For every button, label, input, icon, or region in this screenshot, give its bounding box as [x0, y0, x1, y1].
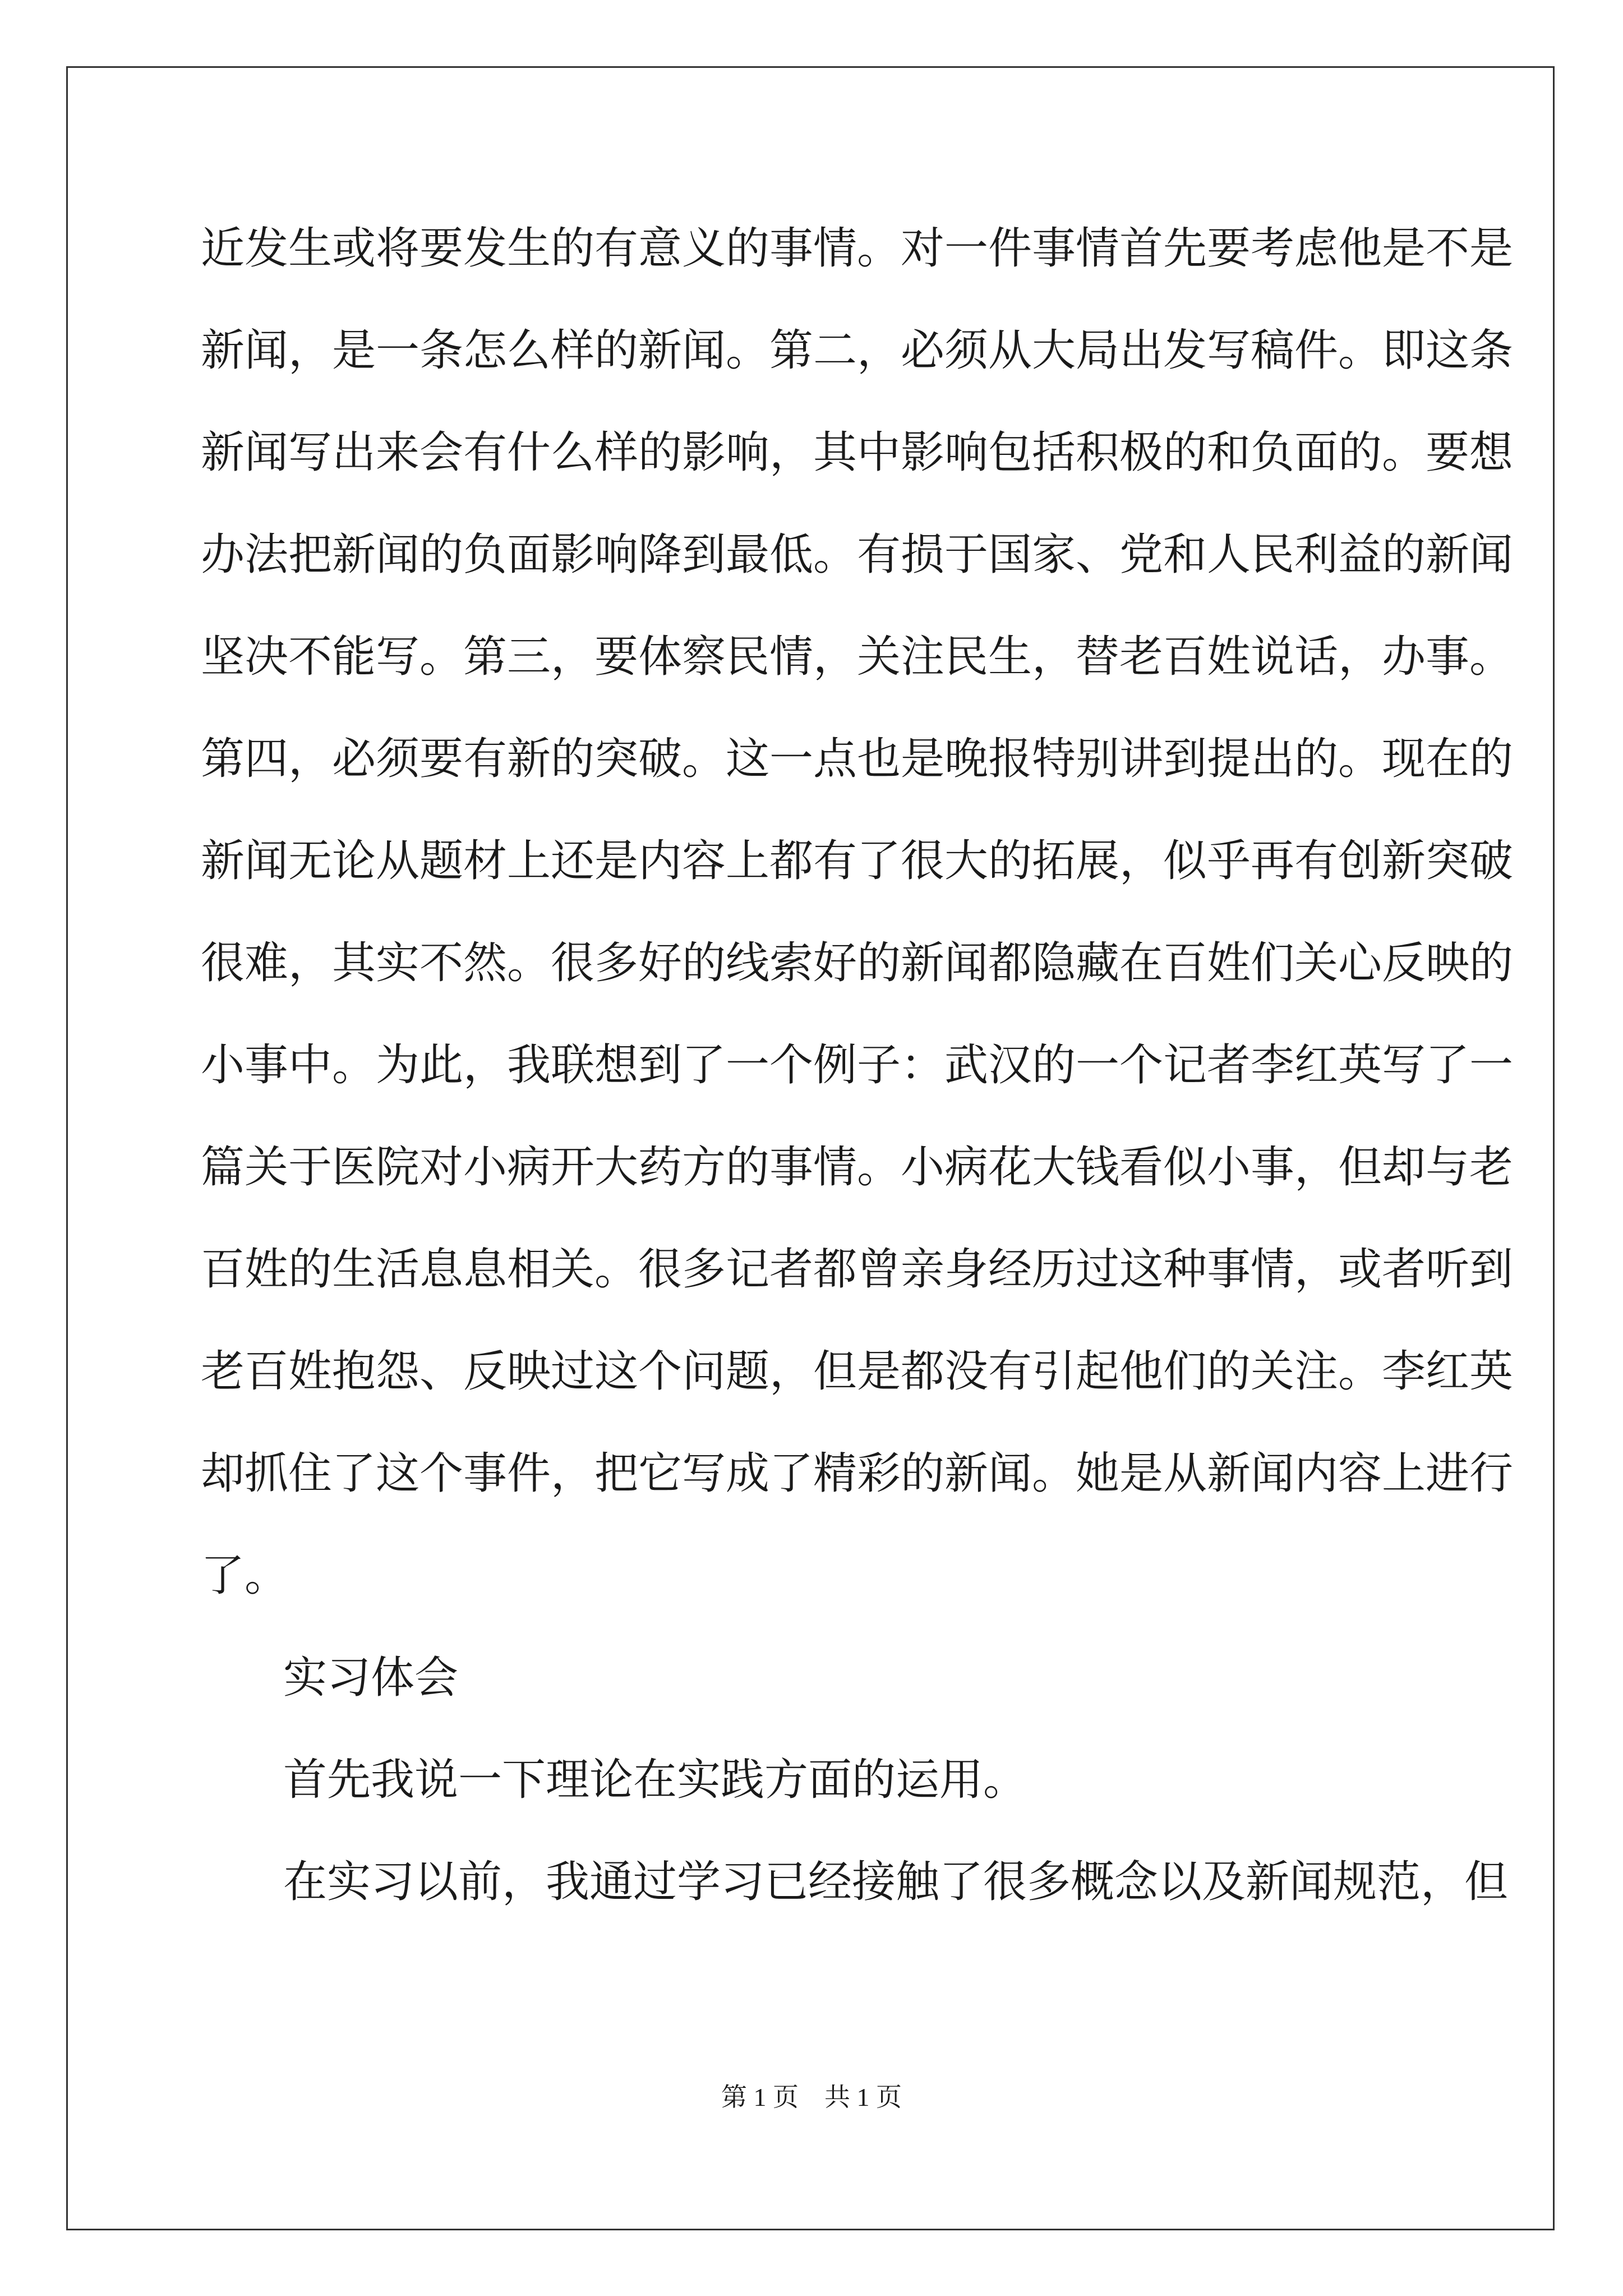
section-heading: 实习体会	[283, 1653, 459, 1703]
body-line-11: 百姓的生活息息相关。很多记者都曾亲身经历过这种事情，或者听到	[201, 1244, 1514, 1295]
body-line-5: 坚决不能写。第三，要体察民情，关注民生，替老百姓说话，办事。	[201, 632, 1514, 682]
body-line-14: 了。	[201, 1550, 289, 1601]
paragraph-before-internship: 在实习以前，我通过学习已经接触了很多概念以及新闻规范，但	[283, 1857, 1509, 1907]
body-line-10: 篇关于医院对小病开大药方的事情。小病花大钱看似小事，但却与老	[201, 1142, 1514, 1193]
body-line-4: 办法把新闻的负面影响降到最低。有损于国家、党和人民利益的新闻	[201, 530, 1514, 580]
body-line-3: 新闻写出来会有什么样的影响，其中影响包括积极的和负面的。要想	[201, 427, 1514, 478]
body-line-1: 近发生或将要发生的有意义的事情。对一件事情首先要考虑他是不是	[201, 223, 1514, 274]
body-line-6: 第四，必须要有新的突破。这一点也是晚报特别讲到提出的。现在的	[201, 734, 1514, 784]
body-line-7: 新闻无论从题材上还是内容上都有了很大的拓展，似乎再有创新突破	[201, 836, 1514, 886]
paragraph-theory: 首先我说一下理论在实践方面的运用。	[283, 1755, 1027, 1805]
body-line-12: 老百姓抱怨、反映过这个问题，但是都没有引起他们的关注。李红英	[201, 1346, 1514, 1397]
body-line-2: 新闻，是一条怎么样的新闻。第二，必须从大局出发写稿件。即这条	[201, 325, 1514, 376]
body-line-8: 很难，其实不然。很多好的线索好的新闻都隐藏在百姓们关心反映的	[201, 938, 1514, 988]
body-line-9: 小事中。为此，我联想到了一个例子：武汉的一个记者李红英写了一	[201, 1040, 1514, 1091]
page-number-footer: 第 1 页 共 1 页	[721, 2083, 902, 2111]
body-line-13: 却抓住了这个事件，把它写成了精彩的新闻。她是从新闻内容上进行	[201, 1448, 1514, 1499]
